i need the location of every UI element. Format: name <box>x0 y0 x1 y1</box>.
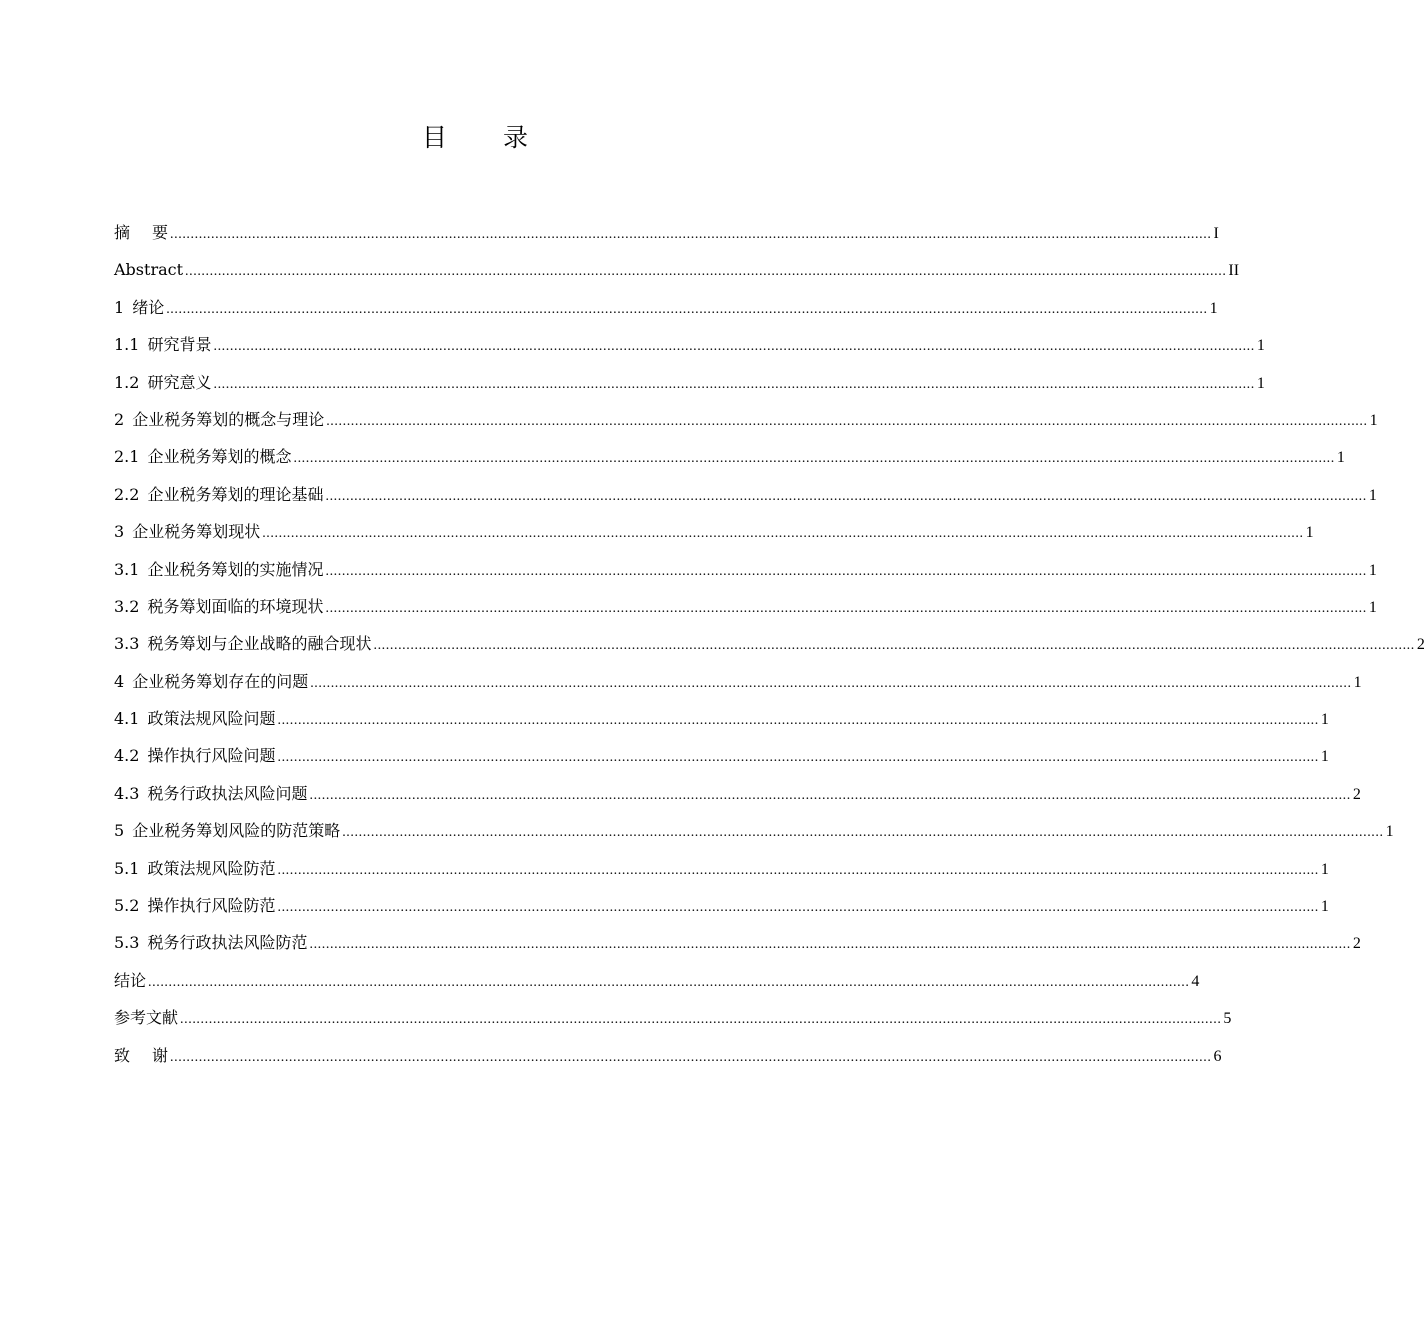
toc-entry-page-number: 1 <box>1256 374 1265 392</box>
toc-entry-page-number: 1 <box>1320 860 1329 878</box>
toc-dot-leader: .............................................................................................................................................................................................................................................................. <box>310 675 1352 691</box>
toc-entry-label <box>114 775 309 812</box>
toc-entry-text: 税务筹划面临的环境现状 <box>147 596 324 616</box>
toc-entry-page-number: 1 <box>1256 337 1265 355</box>
toc-dot-leader: .............................................................................................................................................................................................................................................................. <box>180 1012 1222 1028</box>
toc-entry[interactable] <box>114 214 1219 251</box>
toc-entry[interactable] <box>114 737 1329 774</box>
toc-entry-number: 2.2 <box>114 484 140 504</box>
toc-dot-leader: .............................................................................................................................................................................................................................................................. <box>213 339 1255 355</box>
toc-entry-label <box>114 625 373 662</box>
toc-entry[interactable] <box>114 700 1329 737</box>
toc-entry-text: 摘要 <box>114 223 169 242</box>
toc-entry-label <box>114 438 293 475</box>
toc-entry[interactable] <box>114 663 1362 700</box>
toc-entry-text: 研究意义 <box>147 372 212 392</box>
toc-entry-label <box>114 289 166 326</box>
toc-entry-page-number: 4 <box>1191 972 1200 990</box>
toc-dot-leader: .............................................................................................................................................................................................................................................................. <box>277 862 1319 878</box>
toc-entry[interactable] <box>114 326 1265 363</box>
toc-entry-label <box>114 326 213 363</box>
toc-dot-leader: .............................................................................................................................................................................................................................................................. <box>373 638 1415 654</box>
toc-entry-number: 3.1 <box>114 559 140 579</box>
toc-entry-label <box>114 663 310 700</box>
toc-dot-leader: .............................................................................................................................................................................................................................................................. <box>293 451 1335 467</box>
toc-entry[interactable] <box>114 364 1265 401</box>
toc-entry-label <box>114 737 277 774</box>
toc-entry-page-number: 1 <box>1320 711 1329 729</box>
toc-entry-number: 4.2 <box>114 746 140 766</box>
toc-entry-number: 3.2 <box>114 596 140 616</box>
toc-entry[interactable] <box>114 812 1394 849</box>
toc-entry[interactable] <box>114 289 1218 326</box>
toc-entry-number: 5.2 <box>114 896 140 916</box>
toc-entry-label <box>114 364 213 401</box>
toc-entry-text: 操作执行风险防范 <box>147 896 276 916</box>
toc-dot-leader: .............................................................................................................................................................................................................................................................. <box>325 563 1367 579</box>
toc-entry[interactable] <box>114 999 1232 1036</box>
toc-entry-number: 5 <box>114 821 125 841</box>
toc-entry-number: 1 <box>114 297 125 317</box>
toc-entry-text: 致谢 <box>114 1045 169 1065</box>
toc-entry[interactable] <box>114 1037 1222 1074</box>
toc-dot-leader: .............................................................................................................................................................................................................................................................. <box>326 413 1368 429</box>
toc-entry-text: 政策法规风险防范 <box>147 858 276 878</box>
toc-entry-text: 绪论 <box>132 297 165 317</box>
toc-entry-page-number: I <box>1213 225 1219 242</box>
toc-entry-page-number: 1 <box>1320 748 1329 766</box>
toc-entry-text: 研究背景 <box>147 335 212 355</box>
toc-entry[interactable] <box>114 588 1377 625</box>
toc-entry-page-number: 1 <box>1385 823 1394 841</box>
toc-entry-label <box>114 1037 170 1074</box>
toc-dot-leader: .............................................................................................................................................................................................................................................................. <box>325 600 1367 616</box>
toc-entry-text: 操作执行风险问题 <box>147 746 276 766</box>
toc-entry-page-number: II <box>1228 262 1240 280</box>
toc-entry-text: 企业税务筹划现状 <box>132 522 261 542</box>
toc-dot-leader: .............................................................................................................................................................................................................................................................. <box>185 264 1227 280</box>
toc-entry-page-number: 2 <box>1352 935 1361 953</box>
toc-entry-page-number: 1 <box>1305 524 1314 542</box>
table-of-contents <box>114 214 1425 1074</box>
toc-entry-page-number: 1 <box>1320 898 1329 916</box>
toc-entry-text: 税务行政执法风险问题 <box>147 783 308 803</box>
toc-entry[interactable] <box>114 850 1329 887</box>
toc-entry-page-number: 1 <box>1369 411 1378 429</box>
toc-entry-label <box>114 251 185 288</box>
toc-entry-text: 企业税务筹划的理论基础 <box>147 484 324 504</box>
toc-dot-leader: .............................................................................................................................................................................................................................................................. <box>166 301 1208 317</box>
toc-entry-page-number: 6 <box>1213 1047 1222 1065</box>
toc-entry-page-number: 1 <box>1353 673 1362 691</box>
toc-entry-text: 政策法规风险问题 <box>147 709 276 729</box>
toc-entry-text: 企业税务筹划存在的问题 <box>132 671 309 691</box>
toc-entry-number: 4 <box>114 671 125 691</box>
toc-entry-label <box>114 476 325 513</box>
toc-entry-number: 1.2 <box>114 372 140 392</box>
toc-dot-leader: .............................................................................................................................................................................................................................................................. <box>277 713 1319 729</box>
toc-entry-label <box>114 401 326 438</box>
toc-entry-label <box>114 812 342 849</box>
toc-dot-leader: .............................................................................................................................................................................................................................................................. <box>262 526 1304 542</box>
toc-entry-number: 3.3 <box>114 634 140 654</box>
toc-entry-page-number: 2 <box>1352 785 1361 803</box>
toc-dot-leader: .............................................................................................................................................................................................................................................................. <box>309 787 1351 803</box>
toc-entry-number: 2 <box>114 409 125 429</box>
toc-entry-page-number: 1 <box>1336 449 1345 467</box>
toc-entry-label <box>114 850 277 887</box>
toc-entry[interactable] <box>114 251 1240 288</box>
toc-entry-page-number: 1 <box>1368 598 1377 616</box>
toc-entry[interactable] <box>114 775 1361 812</box>
toc-dot-leader: .............................................................................................................................................................................................................................................................. <box>309 937 1351 953</box>
toc-dot-leader: .............................................................................................................................................................................................................................................................. <box>148 974 1190 990</box>
toc-entry-page-number: 5 <box>1223 1010 1232 1028</box>
toc-entry[interactable] <box>114 551 1377 588</box>
toc-entry-text: 参考文献 <box>114 1008 179 1028</box>
toc-dot-leader: .............................................................................................................................................................................................................................................................. <box>213 376 1255 392</box>
toc-entry[interactable] <box>114 476 1377 513</box>
toc-entry-number: 4.1 <box>114 709 140 729</box>
toc-entry-label <box>114 700 277 737</box>
toc-entry-page-number: 1 <box>1368 486 1377 504</box>
toc-entry-text: 企业税务筹划的概念 <box>147 447 292 467</box>
toc-entry-text: 企业税务筹划的实施情况 <box>147 559 324 579</box>
toc-entry[interactable] <box>114 513 1314 550</box>
toc-entry[interactable] <box>114 625 1425 662</box>
toc-entry[interactable] <box>114 401 1378 438</box>
toc-dot-leader: .............................................................................................................................................................................................................................................................. <box>277 900 1319 916</box>
toc-entry-label <box>114 924 309 961</box>
toc-title: 目 录 <box>422 123 552 152</box>
toc-entry[interactable] <box>114 962 1200 999</box>
toc-dot-leader: .............................................................................................................................................................................................................................................................. <box>325 488 1367 504</box>
toc-entry-label <box>114 962 148 999</box>
toc-entry-text: 税务筹划与企业战略的融合现状 <box>147 634 372 654</box>
toc-entry-text: 企业税务筹划风险的防范策略 <box>132 821 341 841</box>
toc-entry-label <box>114 551 325 588</box>
toc-entry-page-number: 2 <box>1416 636 1425 654</box>
toc-entry-label <box>114 887 277 924</box>
toc-entry-text: Abstract <box>114 260 184 280</box>
toc-entry-text: 结论 <box>114 970 147 990</box>
toc-dot-leader: .............................................................................................................................................................................................................................................................. <box>170 1049 1212 1065</box>
toc-entry-label <box>114 513 262 550</box>
toc-entry-number: 2.1 <box>114 447 140 467</box>
toc-dot-leader: .............................................................................................................................................................................................................................................................. <box>342 825 1384 841</box>
toc-entry[interactable] <box>114 887 1329 924</box>
toc-entry[interactable] <box>114 924 1361 961</box>
toc-entry-number: 5.3 <box>114 933 140 953</box>
toc-entry-text: 企业税务筹划的概念与理论 <box>132 409 325 429</box>
toc-entry[interactable] <box>114 438 1345 475</box>
toc-dot-leader: .............................................................................................................................................................................................................................................................. <box>170 227 1212 242</box>
toc-entry-number: 5.1 <box>114 858 140 878</box>
toc-dot-leader: .............................................................................................................................................................................................................................................................. <box>277 750 1319 766</box>
toc-entry-page-number: 1 <box>1209 299 1218 317</box>
toc-entry-label <box>114 214 170 251</box>
toc-entry-label <box>114 999 180 1036</box>
toc-entry-text: 税务行政执法风险防范 <box>147 933 308 953</box>
toc-entry-label <box>114 588 325 625</box>
toc-entry-number: 4.3 <box>114 783 140 803</box>
toc-entry-number: 3 <box>114 522 125 542</box>
toc-entry-page-number: 1 <box>1368 561 1377 579</box>
toc-entry-number: 1.1 <box>114 335 140 355</box>
